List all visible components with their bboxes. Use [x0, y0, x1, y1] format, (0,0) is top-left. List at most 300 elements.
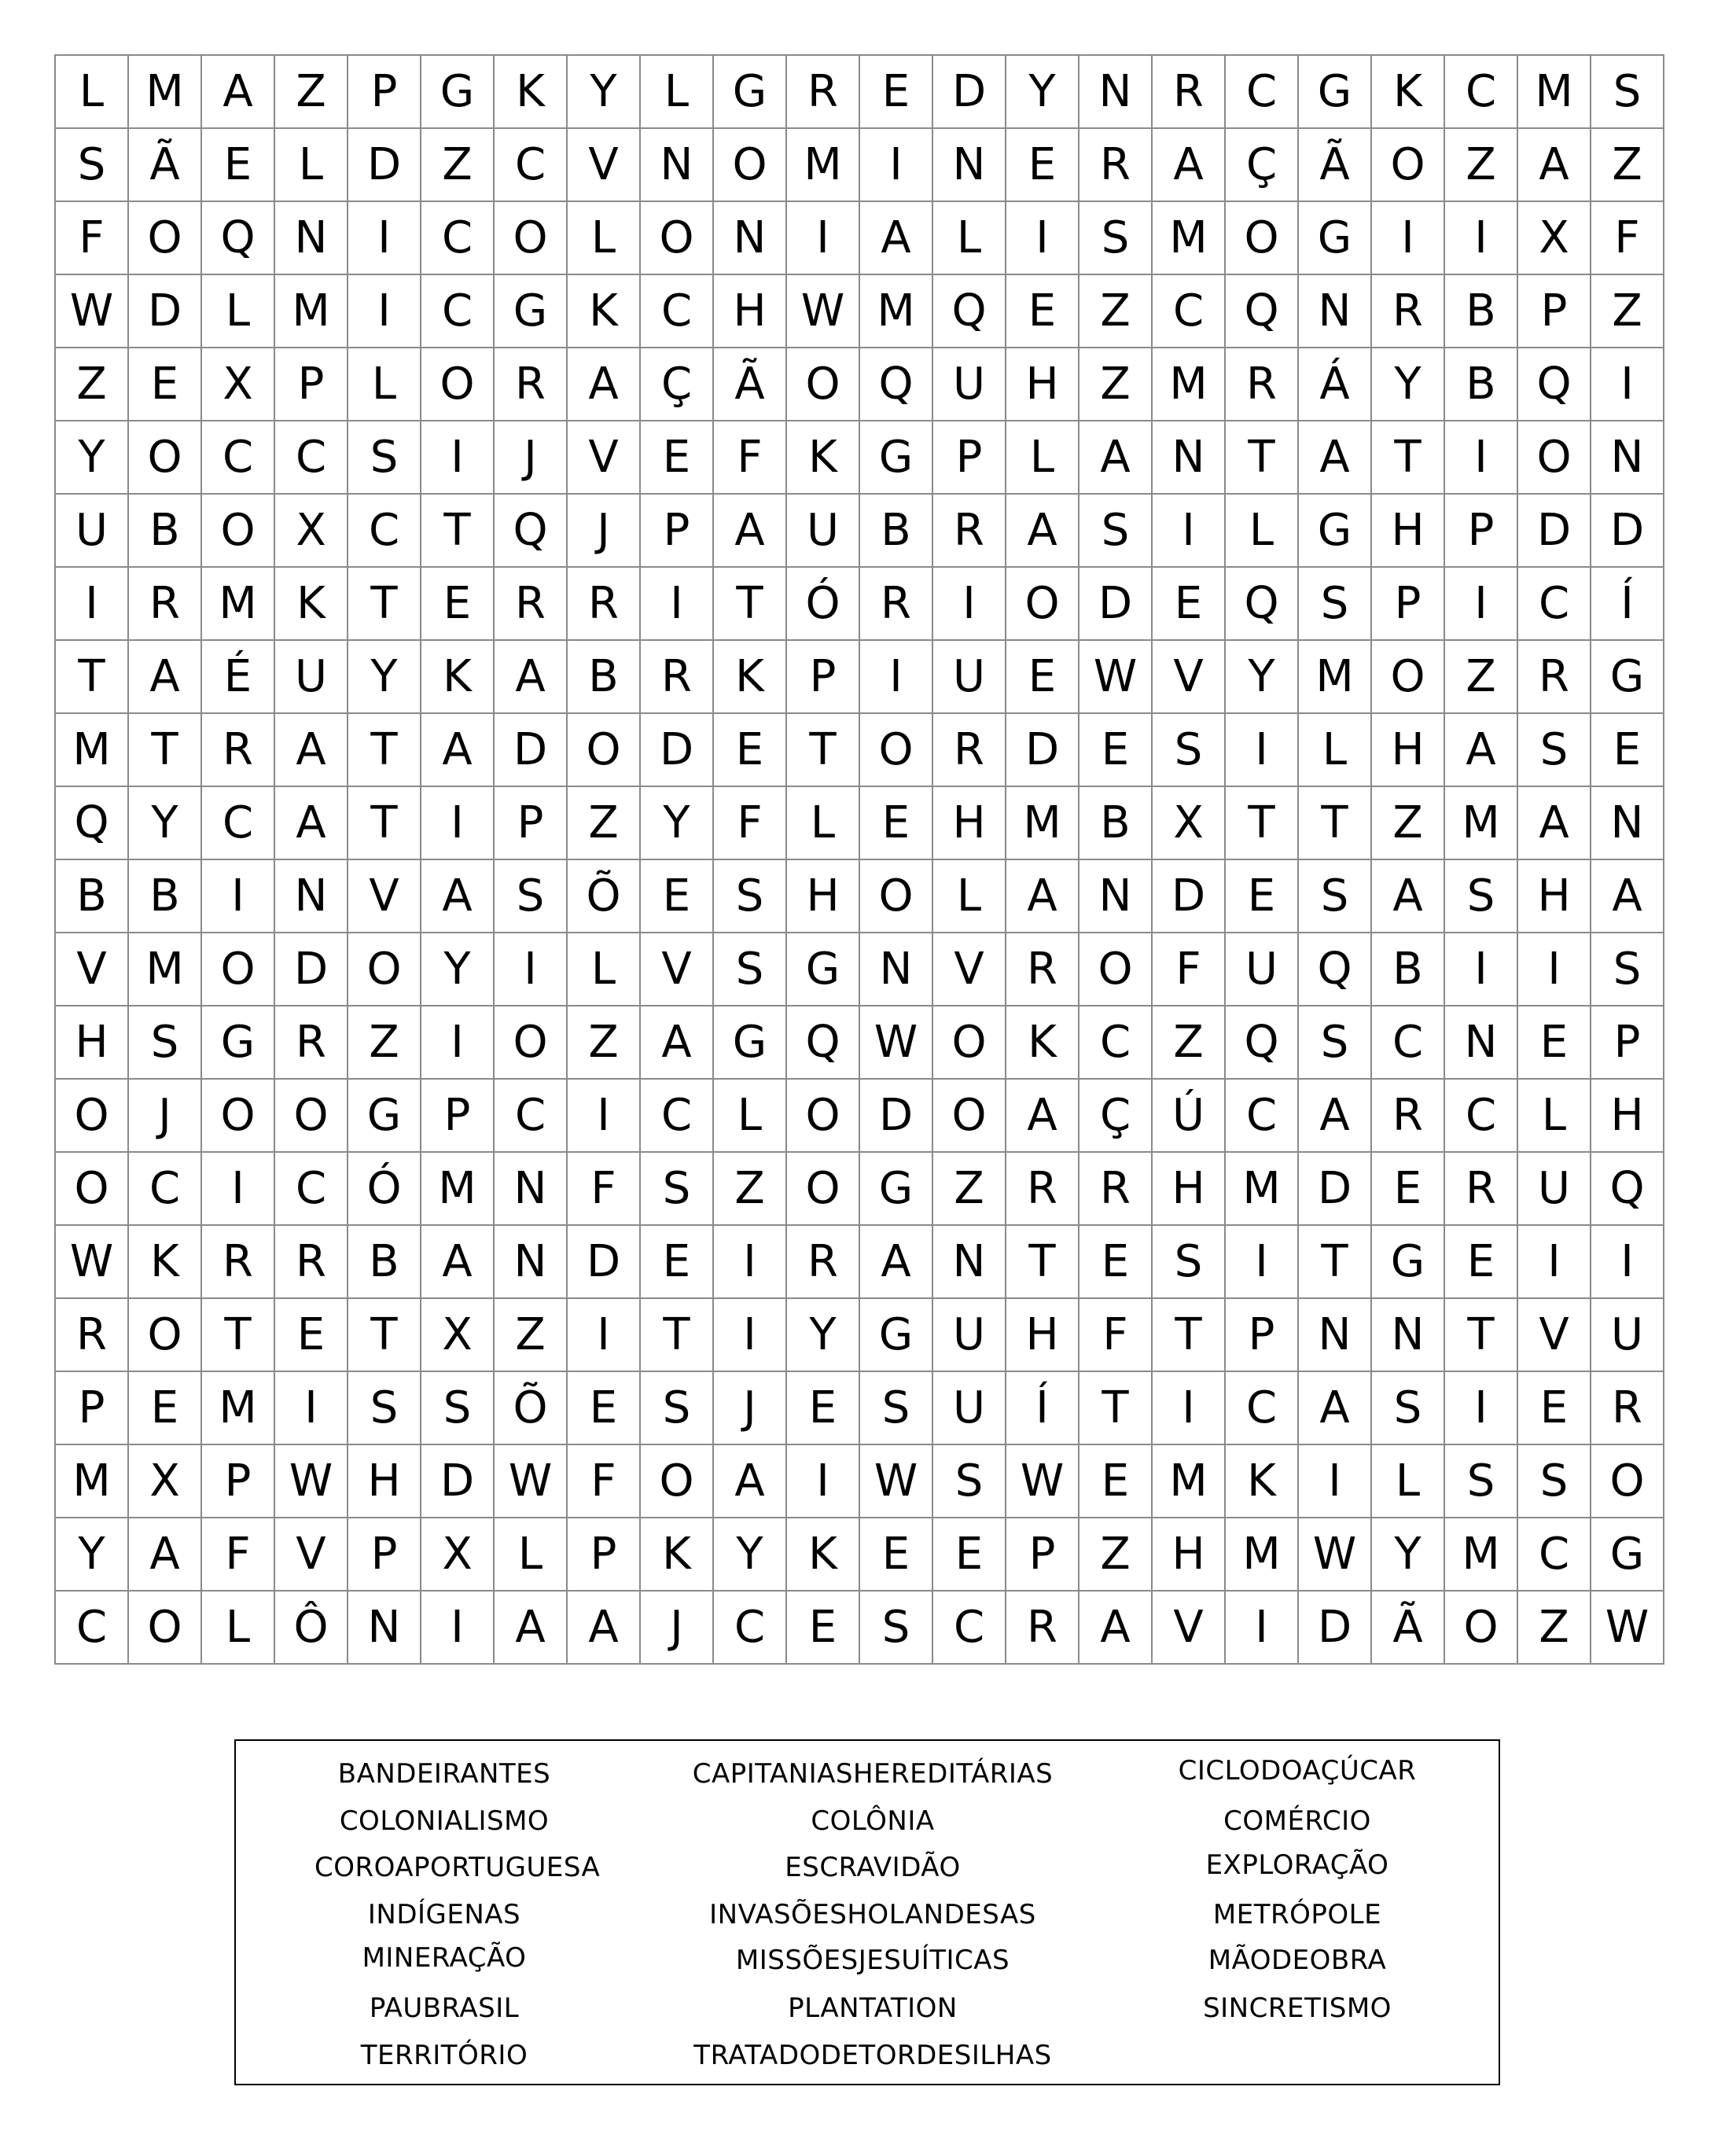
grid-cell[interactable]: W	[494, 1444, 567, 1518]
grid-cell[interactable]: D	[1298, 1152, 1371, 1225]
grid-cell[interactable]: S	[1079, 494, 1152, 567]
grid-cell[interactable]: A	[713, 494, 786, 567]
grid-cell[interactable]: Y	[55, 1518, 128, 1591]
grid-cell[interactable]: B	[128, 494, 201, 567]
grid-cell[interactable]: W	[859, 1444, 932, 1518]
grid-cell[interactable]: I	[1444, 201, 1517, 274]
grid-cell[interactable]: I	[421, 1591, 494, 1664]
grid-cell[interactable]: R	[1006, 933, 1079, 1006]
grid-cell[interactable]: E	[1225, 859, 1298, 933]
grid-cell[interactable]: Z	[567, 786, 640, 859]
grid-cell[interactable]: T	[348, 786, 421, 859]
grid-cell[interactable]: G	[859, 421, 932, 494]
grid-cell[interactable]: C	[1225, 1371, 1298, 1444]
grid-cell[interactable]: E	[1517, 1371, 1591, 1444]
grid-cell[interactable]: M	[1298, 640, 1371, 713]
grid-cell[interactable]: N	[494, 1152, 567, 1225]
grid-cell[interactable]: Z	[1079, 274, 1152, 348]
grid-cell[interactable]: U	[274, 640, 348, 713]
grid-cell[interactable]: D	[567, 1225, 640, 1298]
grid-cell[interactable]: T	[1371, 421, 1444, 494]
grid-cell[interactable]: Ç	[1225, 128, 1298, 201]
grid-cell[interactable]: S	[640, 1371, 713, 1444]
grid-cell[interactable]: F	[1152, 933, 1225, 1006]
grid-cell[interactable]: I	[859, 640, 932, 713]
grid-cell[interactable]: E	[859, 786, 932, 859]
grid-cell[interactable]: A	[859, 1225, 932, 1298]
grid-cell[interactable]: A	[713, 1444, 786, 1518]
grid-cell[interactable]: A	[128, 1518, 201, 1591]
grid-cell[interactable]: A	[640, 1006, 713, 1079]
grid-cell[interactable]: E	[274, 1298, 348, 1371]
grid-cell[interactable]: Y	[640, 786, 713, 859]
grid-cell[interactable]: M	[274, 274, 348, 348]
grid-cell[interactable]: I	[1591, 348, 1664, 421]
grid-cell[interactable]: I	[786, 201, 859, 274]
grid-cell[interactable]: H	[786, 859, 859, 933]
grid-cell[interactable]: I	[348, 274, 421, 348]
grid-cell[interactable]: G	[1591, 640, 1664, 713]
grid-cell[interactable]: E	[640, 859, 713, 933]
grid-cell[interactable]: L	[932, 201, 1006, 274]
grid-cell[interactable]: S	[1152, 713, 1225, 786]
grid-cell[interactable]: Z	[1079, 1518, 1152, 1591]
grid-cell[interactable]: Q	[1225, 274, 1298, 348]
grid-cell[interactable]: G	[1298, 55, 1371, 128]
grid-cell[interactable]: L	[1517, 1079, 1591, 1152]
grid-cell[interactable]: I	[348, 201, 421, 274]
grid-cell[interactable]: L	[201, 274, 274, 348]
grid-cell[interactable]: Í	[1006, 1371, 1079, 1444]
grid-cell[interactable]: D	[348, 128, 421, 201]
grid-cell[interactable]: I	[1517, 1225, 1591, 1298]
grid-cell[interactable]: Ó	[786, 567, 859, 640]
grid-cell[interactable]: I	[201, 859, 274, 933]
grid-cell[interactable]: V	[567, 421, 640, 494]
grid-cell[interactable]: C	[1371, 1006, 1444, 1079]
grid-cell[interactable]: H	[1371, 494, 1444, 567]
grid-cell[interactable]: V	[55, 933, 128, 1006]
grid-cell[interactable]: O	[1591, 1444, 1664, 1518]
grid-cell[interactable]: D	[1006, 713, 1079, 786]
grid-cell[interactable]: D	[274, 933, 348, 1006]
grid-cell[interactable]: A	[274, 713, 348, 786]
grid-cell[interactable]: O	[859, 859, 932, 933]
grid-cell[interactable]: E	[1006, 274, 1079, 348]
grid-cell[interactable]: O	[859, 713, 932, 786]
grid-cell[interactable]: I	[1298, 1444, 1371, 1518]
grid-cell[interactable]: P	[348, 1518, 421, 1591]
grid-cell[interactable]: E	[1371, 1152, 1444, 1225]
grid-cell[interactable]: B	[859, 494, 932, 567]
grid-cell[interactable]: Ú	[1152, 1079, 1225, 1152]
grid-cell[interactable]: R	[1371, 274, 1444, 348]
grid-cell[interactable]: S	[1298, 567, 1371, 640]
grid-cell[interactable]: D	[1152, 859, 1225, 933]
grid-cell[interactable]: C	[932, 1591, 1006, 1664]
grid-cell[interactable]: D	[1517, 494, 1591, 567]
grid-cell[interactable]: O	[55, 1079, 128, 1152]
grid-cell[interactable]: E	[201, 128, 274, 201]
grid-cell[interactable]: R	[1006, 1591, 1079, 1664]
grid-cell[interactable]: I	[274, 1371, 348, 1444]
grid-cell[interactable]: I	[640, 567, 713, 640]
grid-cell[interactable]: R	[932, 494, 1006, 567]
grid-cell[interactable]: Q	[55, 786, 128, 859]
grid-cell[interactable]: R	[786, 1225, 859, 1298]
grid-cell[interactable]: M	[1225, 1518, 1298, 1591]
grid-cell[interactable]: T	[1298, 1225, 1371, 1298]
grid-cell[interactable]: R	[1006, 1152, 1079, 1225]
grid-cell[interactable]: O	[201, 933, 274, 1006]
grid-cell[interactable]: U	[55, 494, 128, 567]
grid-cell[interactable]: L	[348, 348, 421, 421]
grid-cell[interactable]: C	[1079, 1006, 1152, 1079]
grid-cell[interactable]: S	[421, 1371, 494, 1444]
grid-cell[interactable]: L	[1371, 1444, 1444, 1518]
grid-cell[interactable]: M	[421, 1152, 494, 1225]
grid-cell[interactable]: L	[201, 1591, 274, 1664]
grid-cell[interactable]: G	[421, 55, 494, 128]
grid-cell[interactable]: E	[932, 1518, 1006, 1591]
grid-cell[interactable]: E	[713, 713, 786, 786]
grid-cell[interactable]: P	[567, 1518, 640, 1591]
grid-cell[interactable]: M	[1152, 201, 1225, 274]
grid-cell[interactable]: K	[421, 640, 494, 713]
grid-cell[interactable]: H	[1371, 713, 1444, 786]
grid-cell[interactable]: Y	[1371, 348, 1444, 421]
grid-cell[interactable]: M	[55, 713, 128, 786]
grid-cell[interactable]: L	[1225, 494, 1298, 567]
grid-cell[interactable]: P	[786, 640, 859, 713]
grid-cell[interactable]: P	[640, 494, 713, 567]
grid-cell[interactable]: U	[932, 1371, 1006, 1444]
grid-cell[interactable]: Z	[567, 1006, 640, 1079]
grid-cell[interactable]: I	[1152, 1371, 1225, 1444]
grid-cell[interactable]: P	[421, 1079, 494, 1152]
grid-cell[interactable]: X	[421, 1518, 494, 1591]
grid-cell[interactable]: Y	[128, 786, 201, 859]
grid-cell[interactable]: K	[128, 1225, 201, 1298]
grid-cell[interactable]: M	[1006, 786, 1079, 859]
grid-cell[interactable]: O	[567, 713, 640, 786]
grid-cell[interactable]: H	[932, 786, 1006, 859]
grid-cell[interactable]: O	[932, 1006, 1006, 1079]
grid-cell[interactable]: P	[1517, 274, 1591, 348]
grid-cell[interactable]: K	[786, 1518, 859, 1591]
grid-cell[interactable]: N	[1591, 786, 1664, 859]
grid-cell[interactable]: D	[859, 1079, 932, 1152]
grid-cell[interactable]: W	[1006, 1444, 1079, 1518]
grid-cell[interactable]: V	[932, 933, 1006, 1006]
grid-cell[interactable]: S	[1371, 1371, 1444, 1444]
grid-cell[interactable]: A	[567, 1591, 640, 1664]
grid-cell[interactable]: R	[494, 567, 567, 640]
grid-cell[interactable]: C	[348, 494, 421, 567]
grid-cell[interactable]: S	[713, 859, 786, 933]
grid-cell[interactable]: J	[494, 421, 567, 494]
grid-cell[interactable]: G	[713, 55, 786, 128]
grid-cell[interactable]: B	[348, 1225, 421, 1298]
grid-cell[interactable]: A	[1079, 1591, 1152, 1664]
grid-cell[interactable]: F	[567, 1444, 640, 1518]
grid-cell[interactable]: S	[932, 1444, 1006, 1518]
grid-cell[interactable]: V	[348, 859, 421, 933]
grid-cell[interactable]: G	[1298, 201, 1371, 274]
grid-cell[interactable]: T	[348, 1298, 421, 1371]
grid-cell[interactable]: I	[1591, 1225, 1664, 1298]
grid-cell[interactable]: M	[1225, 1152, 1298, 1225]
grid-cell[interactable]: Z	[1517, 1591, 1591, 1664]
grid-cell[interactable]: Z	[55, 348, 128, 421]
grid-cell[interactable]: N	[713, 201, 786, 274]
grid-cell[interactable]: Õ	[494, 1371, 567, 1444]
grid-cell[interactable]: B	[1079, 786, 1152, 859]
grid-cell[interactable]: C	[1444, 1079, 1517, 1152]
grid-cell[interactable]: N	[1371, 1298, 1444, 1371]
grid-cell[interactable]: E	[1006, 128, 1079, 201]
grid-cell[interactable]: R	[1152, 55, 1225, 128]
grid-cell[interactable]: F	[1591, 201, 1664, 274]
grid-cell[interactable]: L	[932, 859, 1006, 933]
grid-cell[interactable]: T	[1152, 1298, 1225, 1371]
grid-cell[interactable]: C	[201, 786, 274, 859]
grid-cell[interactable]: A	[1591, 859, 1664, 933]
grid-cell[interactable]: N	[1298, 1298, 1371, 1371]
grid-cell[interactable]: Q	[1517, 348, 1591, 421]
grid-cell[interactable]: L	[713, 1079, 786, 1152]
grid-cell[interactable]: D	[932, 55, 1006, 128]
grid-cell[interactable]: P	[348, 55, 421, 128]
grid-cell[interactable]: U	[932, 348, 1006, 421]
grid-cell[interactable]: S	[859, 1371, 932, 1444]
grid-cell[interactable]: Y	[1006, 55, 1079, 128]
grid-cell[interactable]: Z	[1444, 128, 1517, 201]
grid-cell[interactable]: Y	[1225, 640, 1298, 713]
grid-cell[interactable]: Z	[1444, 640, 1517, 713]
grid-cell[interactable]: I	[421, 1006, 494, 1079]
grid-cell[interactable]: N	[274, 859, 348, 933]
grid-cell[interactable]: N	[1079, 55, 1152, 128]
grid-cell[interactable]: H	[1591, 1079, 1664, 1152]
grid-cell[interactable]: P	[1371, 567, 1444, 640]
grid-cell[interactable]: U	[1591, 1298, 1664, 1371]
grid-cell[interactable]: O	[494, 201, 567, 274]
grid-cell[interactable]: R	[1371, 1079, 1444, 1152]
grid-cell[interactable]: C	[494, 128, 567, 201]
grid-cell[interactable]: R	[55, 1298, 128, 1371]
grid-cell[interactable]: P	[932, 421, 1006, 494]
grid-cell[interactable]: T	[713, 567, 786, 640]
grid-cell[interactable]: W	[55, 274, 128, 348]
grid-cell[interactable]: O	[128, 1591, 201, 1664]
grid-cell[interactable]: N	[932, 1225, 1006, 1298]
grid-cell[interactable]: I	[1444, 567, 1517, 640]
grid-cell[interactable]: U	[1517, 1152, 1591, 1225]
grid-cell[interactable]: I	[1225, 1225, 1298, 1298]
grid-cell[interactable]: O	[1371, 640, 1444, 713]
grid-cell[interactable]: M	[1152, 348, 1225, 421]
grid-cell[interactable]: M	[201, 567, 274, 640]
grid-cell[interactable]: Z	[1152, 1006, 1225, 1079]
grid-cell[interactable]: Ç	[1079, 1079, 1152, 1152]
grid-cell[interactable]: C	[1444, 55, 1517, 128]
grid-cell[interactable]: R	[201, 713, 274, 786]
grid-cell[interactable]: G	[201, 1006, 274, 1079]
grid-cell[interactable]: S	[1298, 1006, 1371, 1079]
grid-cell[interactable]: O	[201, 494, 274, 567]
grid-cell[interactable]: X	[421, 1298, 494, 1371]
grid-cell[interactable]: I	[567, 1079, 640, 1152]
grid-cell[interactable]: S	[640, 1152, 713, 1225]
grid-cell[interactable]: G	[859, 1298, 932, 1371]
grid-cell[interactable]: E	[1517, 1006, 1591, 1079]
grid-cell[interactable]: R	[1517, 640, 1591, 713]
grid-cell[interactable]: K	[274, 567, 348, 640]
grid-cell[interactable]: E	[640, 421, 713, 494]
grid-cell[interactable]: A	[1371, 859, 1444, 933]
grid-cell[interactable]: G	[1591, 1518, 1664, 1591]
grid-cell[interactable]: I	[421, 786, 494, 859]
grid-cell[interactable]: O	[1079, 933, 1152, 1006]
grid-cell[interactable]: L	[567, 933, 640, 1006]
grid-cell[interactable]: P	[274, 348, 348, 421]
grid-cell[interactable]: I	[494, 933, 567, 1006]
grid-cell[interactable]: R	[1225, 348, 1298, 421]
grid-cell[interactable]: K	[1006, 1006, 1079, 1079]
grid-cell[interactable]: Ç	[640, 348, 713, 421]
grid-cell[interactable]: I	[1006, 201, 1079, 274]
grid-cell[interactable]: Q	[201, 201, 274, 274]
grid-cell[interactable]: Q	[1225, 1006, 1298, 1079]
grid-cell[interactable]: D	[1079, 567, 1152, 640]
grid-cell[interactable]: X	[274, 494, 348, 567]
grid-cell[interactable]: C	[421, 201, 494, 274]
grid-cell[interactable]: C	[274, 1152, 348, 1225]
grid-cell[interactable]: A	[421, 1225, 494, 1298]
grid-cell[interactable]: E	[1444, 1225, 1517, 1298]
grid-cell[interactable]: S	[713, 933, 786, 1006]
grid-cell[interactable]: I	[932, 567, 1006, 640]
grid-cell[interactable]: W	[1298, 1518, 1371, 1591]
grid-cell[interactable]: J	[567, 494, 640, 567]
grid-cell[interactable]: F	[55, 201, 128, 274]
grid-cell[interactable]: T	[1006, 1225, 1079, 1298]
grid-cell[interactable]: M	[128, 933, 201, 1006]
grid-cell[interactable]: P	[1225, 1298, 1298, 1371]
grid-cell[interactable]: S	[1591, 55, 1664, 128]
grid-cell[interactable]: Á	[1298, 348, 1371, 421]
grid-cell[interactable]: A	[274, 786, 348, 859]
grid-cell[interactable]: G	[786, 933, 859, 1006]
grid-cell[interactable]: Q	[1225, 567, 1298, 640]
grid-cell[interactable]: O	[201, 1079, 274, 1152]
grid-cell[interactable]: C	[1517, 567, 1591, 640]
grid-cell[interactable]: S	[1444, 1444, 1517, 1518]
grid-cell[interactable]: H	[1152, 1152, 1225, 1225]
grid-cell[interactable]: E	[859, 1518, 932, 1591]
grid-cell[interactable]: O	[494, 1006, 567, 1079]
grid-cell[interactable]: Q	[786, 1006, 859, 1079]
grid-cell[interactable]: A	[494, 640, 567, 713]
grid-cell[interactable]: I	[713, 1298, 786, 1371]
grid-cell[interactable]: S	[859, 1591, 932, 1664]
grid-cell[interactable]: A	[1298, 1079, 1371, 1152]
grid-cell[interactable]: Y	[713, 1518, 786, 1591]
grid-cell[interactable]: K	[494, 55, 567, 128]
grid-cell[interactable]: V	[274, 1518, 348, 1591]
grid-cell[interactable]: J	[713, 1371, 786, 1444]
grid-cell[interactable]: E	[567, 1371, 640, 1444]
grid-cell[interactable]: G	[1298, 494, 1371, 567]
grid-cell[interactable]: K	[1225, 1444, 1298, 1518]
grid-cell[interactable]: L	[1006, 421, 1079, 494]
grid-cell[interactable]: B	[1444, 348, 1517, 421]
grid-cell[interactable]: I	[1225, 1591, 1298, 1664]
grid-cell[interactable]: T	[1079, 1371, 1152, 1444]
grid-cell[interactable]: L	[494, 1518, 567, 1591]
grid-cell[interactable]: M	[786, 128, 859, 201]
grid-cell[interactable]: U	[1225, 933, 1298, 1006]
grid-cell[interactable]: D	[128, 274, 201, 348]
grid-cell[interactable]: M	[859, 274, 932, 348]
grid-cell[interactable]: A	[421, 859, 494, 933]
grid-cell[interactable]: Ó	[348, 1152, 421, 1225]
grid-cell[interactable]: P	[55, 1371, 128, 1444]
grid-cell[interactable]: X	[1517, 201, 1591, 274]
grid-cell[interactable]: R	[274, 1006, 348, 1079]
grid-cell[interactable]: I	[1444, 933, 1517, 1006]
grid-cell[interactable]: N	[348, 1591, 421, 1664]
grid-cell[interactable]: N	[274, 201, 348, 274]
grid-cell[interactable]: I	[859, 128, 932, 201]
grid-cell[interactable]: W	[274, 1444, 348, 1518]
grid-cell[interactable]: K	[1371, 55, 1444, 128]
grid-cell[interactable]: X	[1152, 786, 1225, 859]
grid-cell[interactable]: I	[55, 567, 128, 640]
grid-cell[interactable]: T	[640, 1298, 713, 1371]
grid-cell[interactable]: Y	[421, 933, 494, 1006]
grid-cell[interactable]: K	[640, 1518, 713, 1591]
grid-cell[interactable]: V	[567, 128, 640, 201]
grid-cell[interactable]: O	[55, 1152, 128, 1225]
grid-cell[interactable]: D	[640, 713, 713, 786]
grid-cell[interactable]: A	[421, 713, 494, 786]
grid-cell[interactable]: N	[1298, 274, 1371, 348]
grid-cell[interactable]: L	[786, 786, 859, 859]
grid-cell[interactable]: O	[932, 1079, 1006, 1152]
grid-cell[interactable]: R	[128, 567, 201, 640]
grid-cell[interactable]: R	[567, 567, 640, 640]
grid-cell[interactable]: F	[567, 1152, 640, 1225]
grid-cell[interactable]: W	[859, 1006, 932, 1079]
grid-cell[interactable]: P	[1006, 1518, 1079, 1591]
grid-cell[interactable]: L	[274, 128, 348, 201]
grid-cell[interactable]: S	[55, 128, 128, 201]
grid-cell[interactable]: N	[859, 933, 932, 1006]
grid-cell[interactable]: Ô	[274, 1591, 348, 1664]
grid-cell[interactable]: U	[932, 1298, 1006, 1371]
grid-cell[interactable]: I	[1371, 201, 1444, 274]
grid-cell[interactable]: E	[1079, 1444, 1152, 1518]
grid-cell[interactable]: Ã	[713, 348, 786, 421]
grid-cell[interactable]: M	[1444, 1518, 1517, 1591]
grid-cell[interactable]: C	[274, 421, 348, 494]
grid-cell[interactable]: Z	[421, 128, 494, 201]
grid-cell[interactable]: H	[1152, 1518, 1225, 1591]
grid-cell[interactable]: F	[713, 786, 786, 859]
grid-cell[interactable]: A	[1079, 421, 1152, 494]
